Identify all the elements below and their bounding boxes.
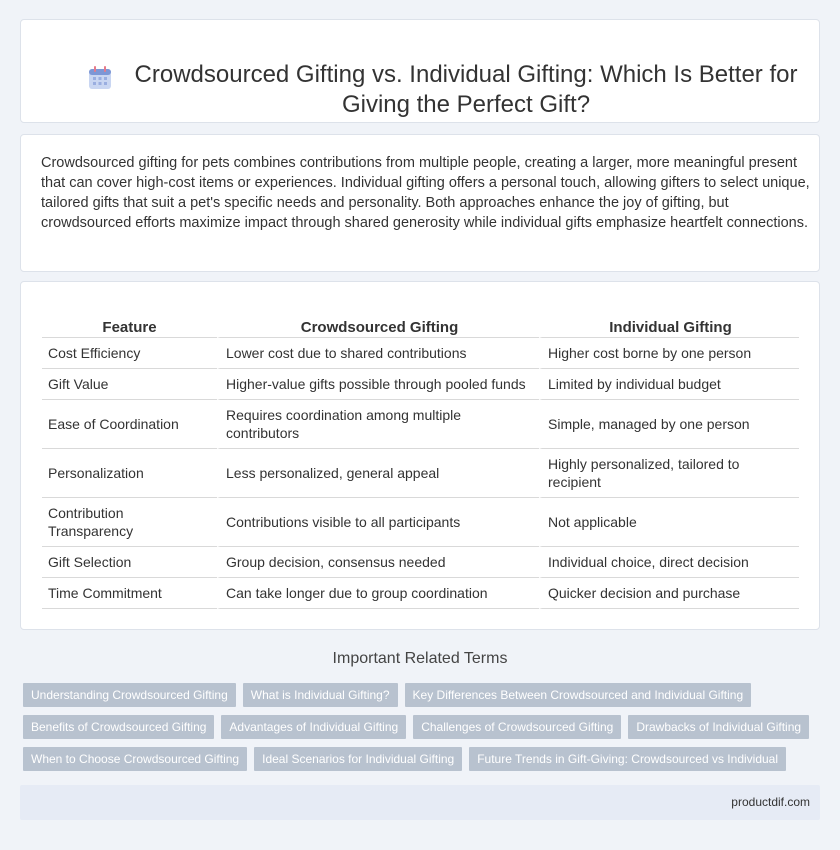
related-terms-list — [23, 683, 823, 771]
crowdsourced-cell: Lower cost due to shared contributions — [217, 338, 539, 369]
footer — [20, 785, 820, 820]
related-term-tag[interactable]: Key Differences Between Crowdsourced and Individual Gifting — [405, 683, 752, 707]
crowdsourced-cell: Can take longer due to group coordination — [217, 578, 539, 609]
calendar-icon — [87, 65, 113, 91]
page-title: Crowdsourced Gifting vs. Individual Gifting: Which Is Better for Giving the Perfect Gift? — [134, 61, 798, 118]
related-term-tag[interactable]: Ideal Scenarios for Individual Gifting — [254, 747, 462, 771]
related-term-tag[interactable]: Challenges of Crowdsourced Gifting — [413, 715, 621, 739]
crowdsourced-cell: Group decision, consensus needed — [217, 547, 539, 578]
feature-cell: Gift Selection — [42, 547, 217, 578]
feature-cell: Ease of Coordination — [42, 400, 217, 449]
table-row — [42, 578, 799, 609]
table-row — [42, 369, 799, 400]
feature-cell: Cost Efficiency — [42, 338, 217, 369]
individual-cell: Individual choice, direct decision — [539, 547, 799, 578]
table-row — [42, 338, 799, 369]
header-feature: Feature — [42, 318, 217, 338]
header-card — [20, 19, 820, 123]
related-term-tag[interactable]: What is Individual Gifting? — [243, 683, 398, 707]
crowdsourced-cell: Less personalized, general appeal — [217, 449, 539, 498]
crowdsourced-cell: Requires coordination among multiple contributors — [217, 400, 539, 449]
individual-cell: Not applicable — [539, 498, 799, 547]
crowdsourced-cell: Higher-value gifts possible through pooled funds — [217, 369, 539, 400]
individual-cell: Simple, managed by one person — [539, 400, 799, 449]
header-crowdsourced: Crowdsourced Gifting — [217, 318, 539, 338]
feature-cell: Gift Value — [42, 369, 217, 400]
related-term-tag[interactable]: When to Choose Crowdsourced Gifting — [23, 747, 247, 771]
table-row — [42, 400, 799, 449]
individual-cell: Limited by individual budget — [539, 369, 799, 400]
table-row — [42, 449, 799, 498]
individual-cell: Higher cost borne by one person — [539, 338, 799, 369]
table-row — [42, 547, 799, 578]
related-term-tag[interactable]: Future Trends in Gift-Giving: Crowdsourced vs Individual — [469, 747, 786, 771]
related-term-tag[interactable]: Benefits of Crowdsourced Gifting — [23, 715, 214, 739]
intro-paragraph: Crowdsourced gifting for pets combines contributions from multiple people, creating a larger, more meaningful present that can cover high-cost items or experiences. Individual gifting offers a personal touch, allowing gifters to select unique, tailored gifts that suit a pet's specific needs and personality. Both approaches enhance the joy of gifting, but crowdsourced efforts maximize impact through shared generosity while individual gifts emphasize heartfelt connections. — [41, 155, 810, 231]
table-row — [42, 498, 799, 547]
individual-cell: Highly personalized, tailored to recipient — [539, 449, 799, 498]
comparison-table — [42, 318, 799, 609]
table-header-row — [42, 318, 799, 338]
related-term-tag[interactable]: Advantages of Individual Gifting — [221, 715, 406, 739]
individual-cell: Quicker decision and purchase — [539, 578, 799, 609]
related-term-tag[interactable]: Understanding Crowdsourced Gifting — [23, 683, 236, 707]
feature-cell: Contribution Transparency — [42, 498, 217, 547]
comparison-card — [20, 281, 820, 630]
related-term-tag[interactable]: Drawbacks of Individual Gifting — [628, 715, 809, 739]
crowdsourced-cell: Contributions visible to all participants — [217, 498, 539, 547]
related-terms-title: Important Related Terms — [332, 650, 508, 667]
feature-cell: Personalization — [42, 449, 217, 498]
intro-card — [20, 134, 820, 272]
header-individual: Individual Gifting — [539, 318, 799, 338]
feature-cell: Time Commitment — [42, 578, 217, 609]
footer-site-link[interactable]: productdif.com — [731, 795, 810, 809]
